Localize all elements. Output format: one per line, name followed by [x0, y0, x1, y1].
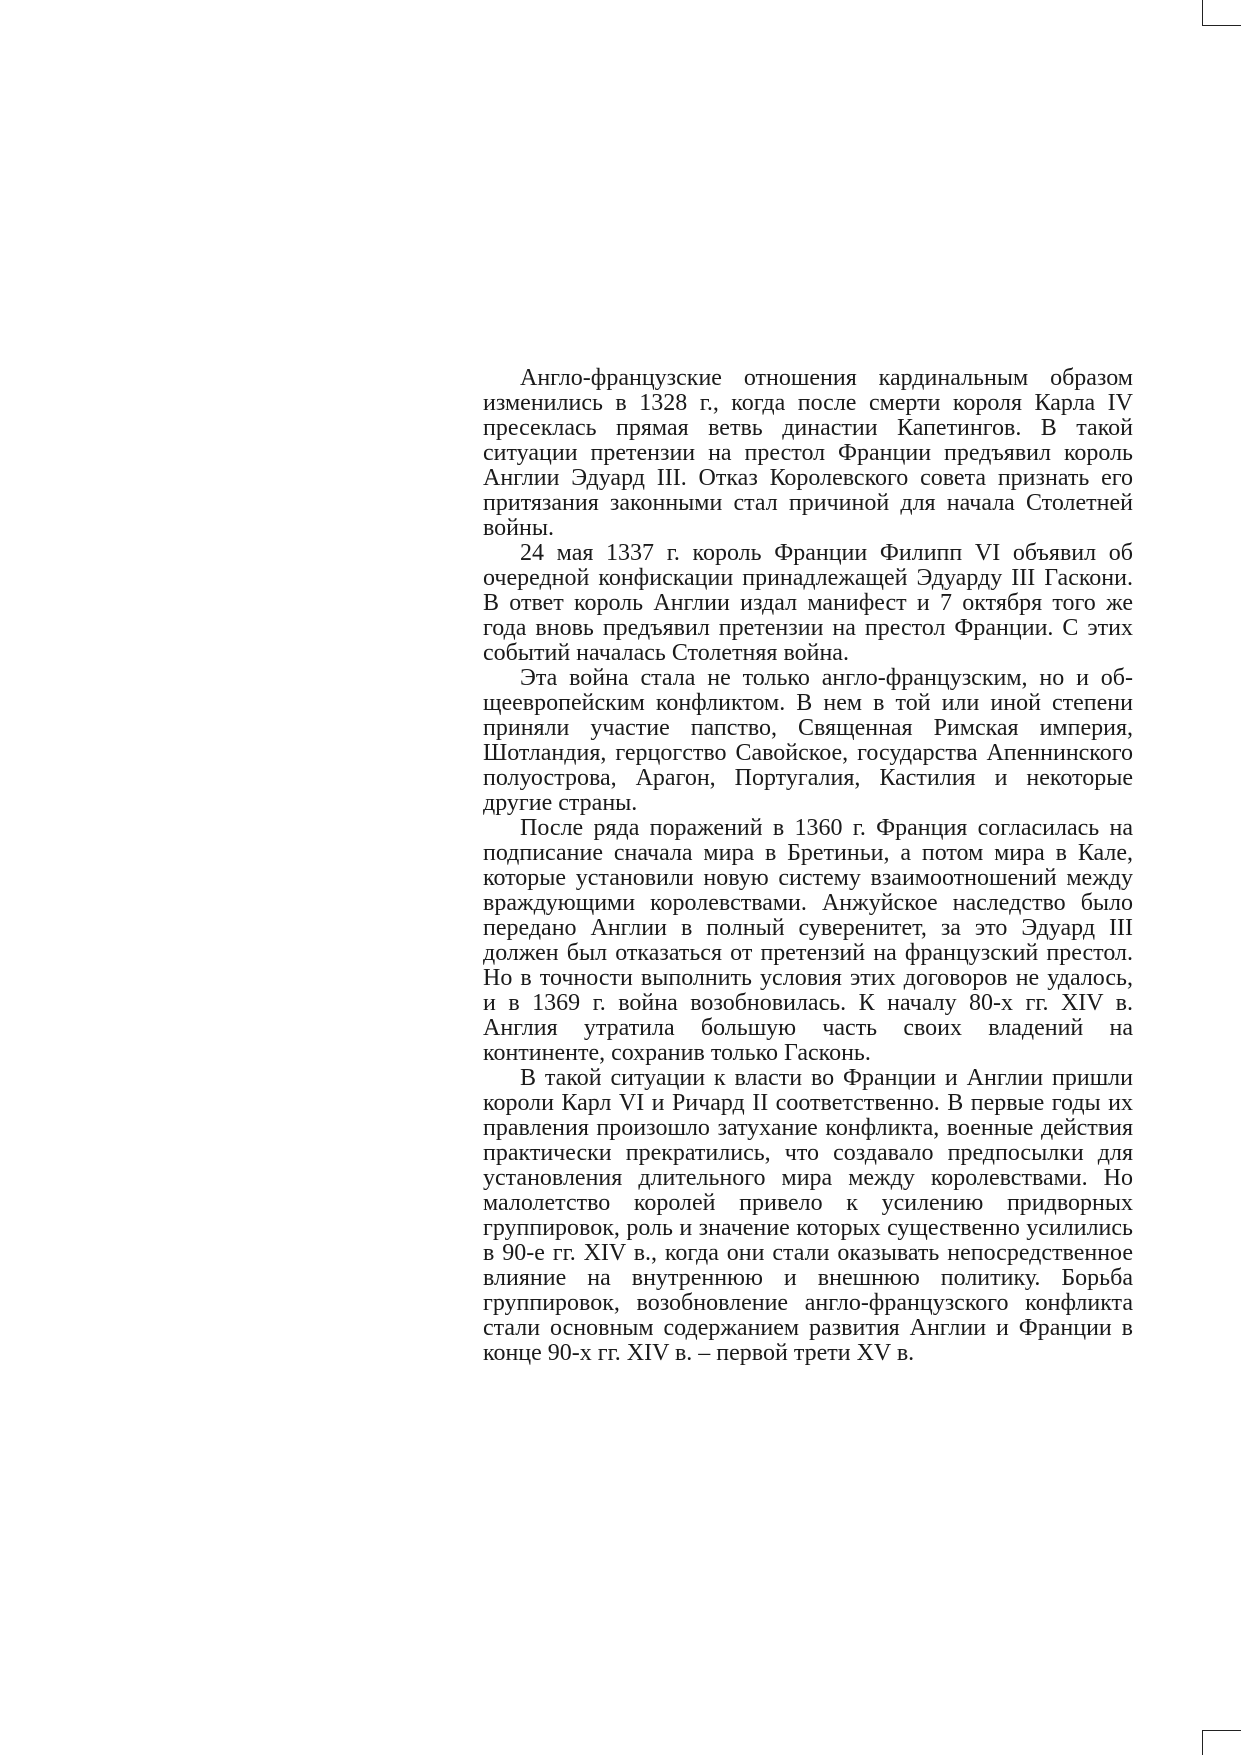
crop-mark-bottom-vertical — [1202, 1730, 1203, 1755]
paragraph-5: В такой ситуации к власти во Франции и Англии пришли короли Карл VI и Ричард II соответственно. В первые годы их правления произошло затухание конфликта, военные действия практически прекратились, что создавало предпосылки для установления длительного мира между королевствами. Но малолетство королей привело к усилению придворных группировок, роль и значение которых существенно усилились в 90-е гг. XIV в., когда они стали оказывать непосредственное влияние на внутреннюю и внешнюю политику. Борьба группировок, возобновление англо-французского конфликта стали основным содержанием развития Англии и Франции в конце 90-х гг. XIV в. – первой трети XV в. — [483, 1065, 1133, 1366]
crop-mark-top-vertical — [1202, 0, 1203, 26]
body-text — [483, 366, 1133, 1366]
paragraph-1: Англо-французские отношения кардинальным образом изменились в 1328 г., когда после смерти короля Карла IV пресеклась прямая ветвь династии Капетингов. В такой ситуации претензии на престол Франции предъявил король Англии Эдуард III. Отказ Королевского совета признать его притязания законными стал причиной для начала Столетней войны. — [483, 365, 1133, 541]
paragraph-4: После ряда поражений в 1360 г. Франция согласилась на подписание сначала мира в Бретиньи, а потом мира в Кале, которые установили новую систему взаимоотношений между враждующими королевствами. Анжуйское наследство было передано Англии в полный суверенитет, за это Эдуард III должен был отказаться от претензий на французский престол. Но в точности выполнить условия этих договоров не удалось, и в 1369 г. война возобновилась. К началу 80-х гг. XIV в. Англия утратила большую часть своих владений на континенте, сохранив только Гасконь. — [483, 815, 1133, 1066]
paragraph-2: 24 мая 1337 г. король Франции Филипп VI объявил об очередной конфискации принадлежащей Эдуарду III Гаскони. В ответ король Англии издал манифест и 7 октября того же года вновь предъявил претензии на престол Франции. С этих событий началась Столетняя война. — [483, 540, 1133, 666]
paragraph-3: Эта война стала не только англо-французским, но и общеевропейским конфликтом. В нем в той или иной степени приняли участие папство, Священная Римская империя, Шотландия, герцогство Савойское, государства Апеннинского полуострова, Арагон, Португалия, Кастилия и некоторые другие страны. — [483, 665, 1133, 816]
crop-mark-top-horizontal — [1202, 25, 1241, 26]
crop-mark-bottom-horizontal — [1202, 1730, 1241, 1731]
